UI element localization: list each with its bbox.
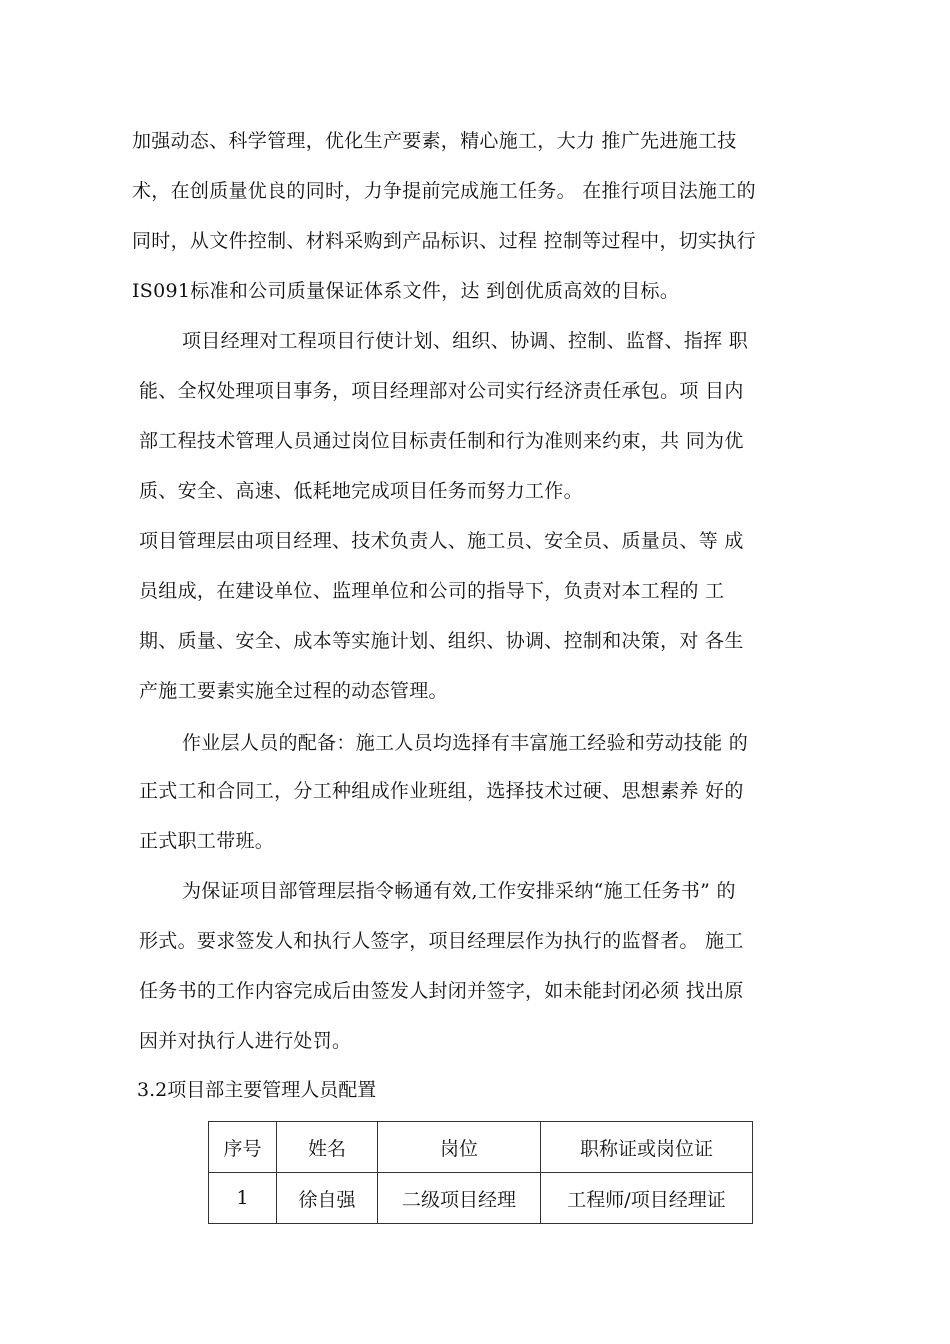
paragraph-4-line-1: 作业层人员的配备：施工人员均选择有丰富施工经验和劳动技能 的 — [182, 732, 749, 754]
paragraph-4-line-3: 正式职工带班。 — [139, 830, 275, 852]
paragraph-5-line-1: 为保证项目部管理层指令畅通有效,工作安排采纳“施工任务书” 的 — [182, 880, 736, 902]
paragraph-5-line-4: 因并对执行人进行处罚。 — [139, 1030, 352, 1052]
paragraph-3-line-3: 期、质量、安全、成本等实施计划、组织、协调、控制和决策，对 各生 — [139, 630, 744, 652]
table-header-cell: 岗位 — [378, 1122, 541, 1173]
paragraph-4-line-2: 正式工和合同工，分工种组成作业班组，选择技术过硬、思想素养 好的 — [139, 780, 744, 802]
paragraph-2-line-1: 项目经理对工程项目行使计划、组织、协调、控制、监督、指挥 职 — [182, 330, 749, 352]
paragraph-1-line-1: 加强动态、科学管理，优化生产要素，精心施工，大力 推广先进施工技 — [132, 130, 737, 152]
table-cell: 徐自强 — [277, 1173, 378, 1224]
table-header-row — [209, 1122, 753, 1173]
table-cell: 工程师/项目经理证 — [541, 1173, 753, 1224]
paragraph-1-line-2: 术，在创质量优良的同时，力争提前完成施工任务。 在推行项目法施工的 — [132, 180, 756, 202]
paragraph-3-line-2: 员组成，在建设单位、监理单位和公司的指导下，负责对本工程的 工 — [139, 580, 725, 602]
table-header-cell: 序号 — [209, 1122, 277, 1173]
table-header-cell: 职称证或岗位证 — [541, 1122, 753, 1173]
table-header-cell: 姓名 — [277, 1122, 378, 1173]
paragraph-2-line-4: 质、安全、高速、低耗地完成项目任务而努力工作。 — [139, 480, 583, 502]
paragraph-3-line-1: 项目管理层由项目经理、技术负责人、施工员、安全员、质量员、等 成 — [139, 530, 744, 552]
paragraph-1-line-4: IS091标准和公司质量保证体系文件，达 到创优质高效的目标。 — [132, 280, 680, 302]
table-row — [209, 1173, 753, 1224]
table-cell: 二级项目经理 — [378, 1173, 541, 1224]
section-heading: 3.2项目部主要管理人员配置 — [137, 1079, 377, 1101]
paragraph-1-line-3: 同时，从文件控制、材料采购到产品标识、过程 控制等过程中，切实执行 — [132, 230, 756, 252]
paragraph-2-line-3: 部工程技术管理人员通过岗位目标责任制和行为准则来约束，共 同为优 — [139, 430, 744, 452]
table-cell: 1 — [209, 1173, 277, 1224]
paragraph-2-line-2: 能、全权处理项目事务，项目经理部对公司实行经济责任承包。项 目内 — [139, 380, 744, 402]
paragraph-5-line-2: 形式。要求签发人和执行人签字，项目经理层作为执行的监督者。 施工 — [139, 930, 744, 952]
paragraph-3-line-4: 产施工要素实施全过程的动态管理。 — [139, 680, 448, 702]
paragraph-5-line-3: 任务书的工作内容完成后由签发人封闭并签字，如未能封闭必须 找出原 — [139, 980, 744, 1002]
staff-table — [208, 1121, 753, 1224]
